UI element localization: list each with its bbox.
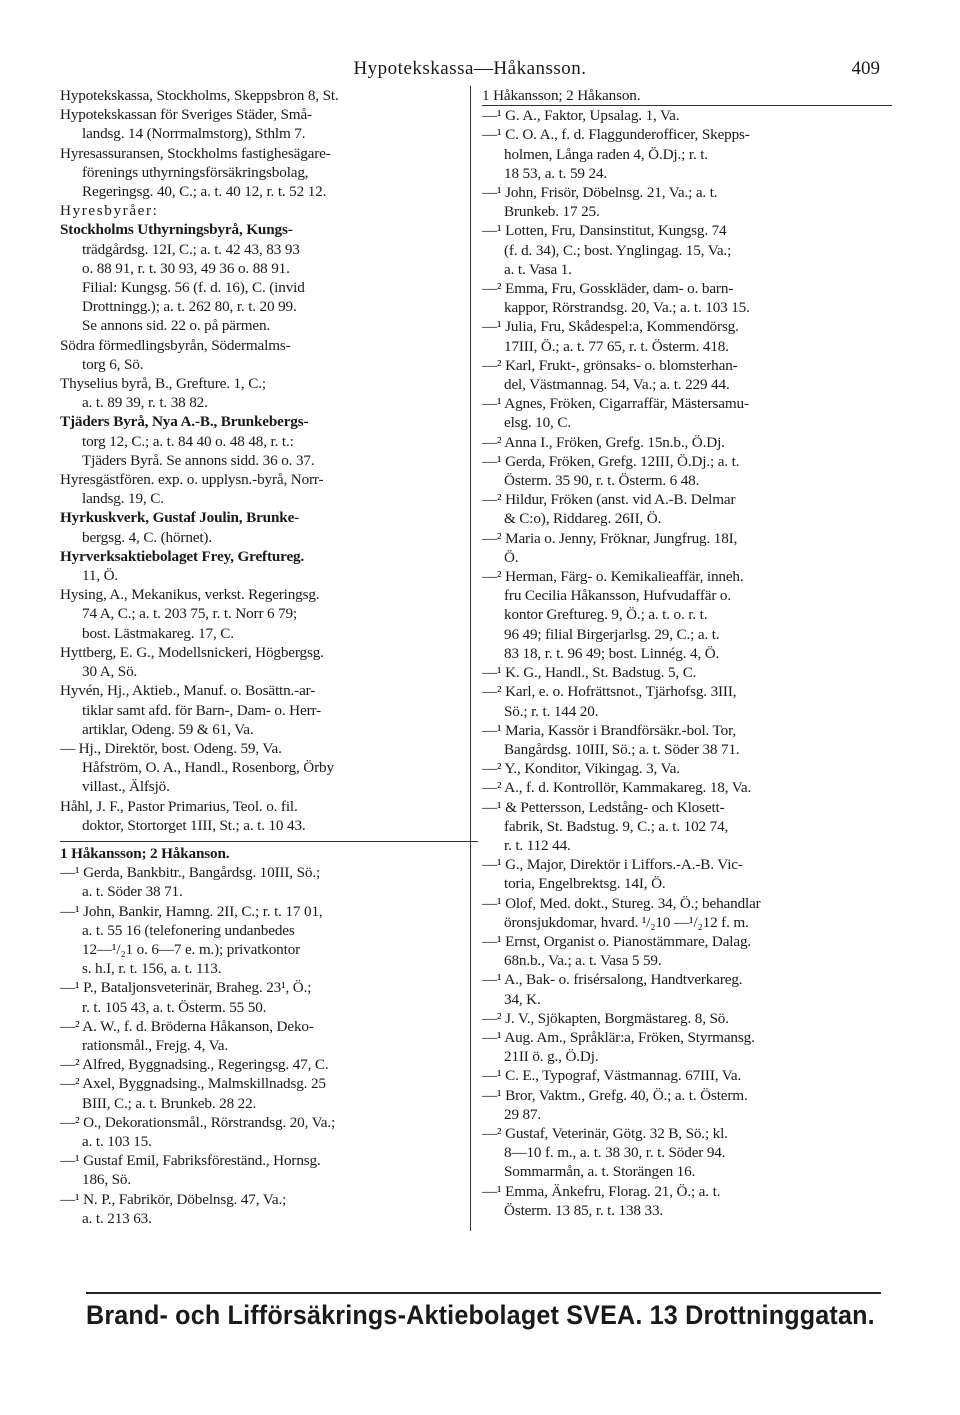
directory-entry-line: landsg. 19, C. [82, 490, 164, 508]
directory-entry-line: tiklar samt afd. för Barn-, Dam- o. Herr- [82, 701, 321, 719]
directory-entry-line: Hyttberg, E. G., Modellsnickeri, Högbergsg. [60, 643, 324, 661]
directory-entry-line: a. t. Söder 38 71. [82, 883, 183, 901]
directory-entry-line: Håfström, O. A., Handl., Rosenborg, Örby [82, 759, 334, 777]
footer-advertisement: Brand- och Lifförsäkrings-Aktiebolaget SVEA. 13 Drottninggatan. [86, 1300, 875, 1330]
directory-entry-line: Hypotekskassa, Stockholms, Skeppsbron 8, St. [60, 87, 339, 104]
directory-entry-line: elsg. 10, C. [504, 414, 571, 432]
directory-entry-line: —² Gustaf, Veterinär, Götg. 32 B, Sö.; kl. [482, 1124, 728, 1142]
directory-entry-line: 186, Sö. [82, 1171, 132, 1189]
directory-entry-line: —¹ Olof, Med. dokt., Stureg. 34, Ö.; behandlar [482, 894, 761, 912]
directory-entry-line: —² Axel, Byggnadsing., Malmskillnadsg. 25 [60, 1075, 326, 1093]
directory-entry-line: holmen, Långa raden 4, Ö.Dj.; r. t. [504, 145, 708, 163]
directory-entry-line: —² Karl, Frukt-, grönsaks- o. blomsterhan- [482, 356, 738, 374]
directory-entry-line: Hyvén, Hj., Aktieb., Manuf. o. Bosättn.-ar- [60, 682, 316, 700]
directory-entry-line: 21II ö. g., Ö.Dj. [504, 1048, 599, 1066]
directory-entry-line: —¹ Gerda, Bankbitr., Bangårdsg. 10III, Sö.; [60, 864, 321, 882]
directory-entry-line: Hyresgästfören. exp. o. upplysn.-byrå, Norr- [60, 471, 324, 489]
directory-entry-line: 1 Håkansson; 2 Håkanson. [482, 86, 892, 106]
directory-entry-line: a. t. 89 39, r. t. 38 82. [82, 394, 208, 412]
page-header [60, 58, 880, 80]
directory-entry-line: —¹ Gustaf Emil, Fabriksföreständ., Hornsg. [60, 1152, 321, 1170]
directory-entry-line: Hyresbyråer: [60, 202, 159, 220]
directory-entry-line: Se annons sid. 22 o. på pärmen. [82, 317, 271, 335]
directory-entry-line: 83 18, r. t. 96 49; bost. Linnég. 4, Ö. [504, 644, 720, 662]
directory-entry-line: s. h.I, r. t. 156, a. t. 113. [82, 960, 222, 978]
directory-entry-line: —¹ Ernst, Organist o. Pianostämmare, Dalag. [482, 932, 752, 950]
directory-entry-line: trädgårdsg. 12I, C.; a. t. 42 43, 83 93 [82, 240, 300, 258]
directory-entry-line: —² Maria o. Jenny, Fröknar, Jungfrug. 18I, [482, 529, 738, 547]
directory-entry-line: & C:o), Riddareg. 26II, Ö. [504, 510, 662, 528]
directory-entry-line: toria, Engelbrektsg. 14I, Ö. [504, 875, 666, 893]
directory-entry-line: —² O., Dekorationsmål., Rörstrandsg. 20, Va.; [60, 1113, 336, 1131]
directory-entry-line: o. 88 91, r. t. 30 93, 49 36 o. 88 91. [82, 259, 290, 277]
directory-entry-line: —² Karl, e. o. Hofrättsnot., Tjärhofsg. 3III, [482, 683, 737, 701]
left-column [60, 86, 478, 1228]
directory-entry-line: BIII, C.; a. t. Brunkeb. 28 22. [82, 1094, 257, 1112]
directory-entry-line: Thyselius byrå, B., Grefture. 1, C.; [60, 375, 266, 393]
directory-entry-line: Hyrverksaktiebolaget Frey, Greftureg. [60, 547, 305, 565]
directory-entry-line: Sommarmån, a. t. Storängen 16. [504, 1163, 696, 1181]
directory-entry-line: artiklar, Odeng. 59 & 61, Va. [82, 720, 254, 738]
directory-entry-line: Ö. [504, 548, 519, 566]
directory-entry-line: 18 53, a. t. 59 24. [504, 164, 608, 182]
directory-entry-line: — Hj., Direktör, bost. Odeng. 59, Va. [60, 739, 282, 757]
directory-entry-line: a. t. 55 16 (telefonering undanbedes [82, 921, 295, 939]
directory-entry-line: —² J. V., Sjökapten, Borgmästareg. 8, Sö. [482, 1009, 729, 1027]
directory-entry-line: —¹ N. P., Fabrikör, Döbelnsg. 47, Va.; [60, 1190, 287, 1208]
directory-entry-line: 17III, Ö.; a. t. 77 65, r. t. Österm. 418. [504, 337, 729, 355]
directory-entry-line: Drottningg.); a. t. 262 80, r. t. 20 99. [82, 298, 297, 316]
directory-entry-line: —¹ John, Frisör, Döbelnsg. 21, Va.; a. t. [482, 184, 718, 202]
directory-entry-line: torg 12, C.; a. t. 84 40 o. 48 48, r. t.: [82, 432, 294, 450]
directory-entry-line: kontor Greftureg. 9, Ö.; a. t. o. r. t. [504, 606, 708, 624]
directory-entry-line: —¹ Aug. Am., Språklär:a, Fröken, Styrmansg. [482, 1028, 755, 1046]
directory-entry-line: —² Alfred, Byggnadsing., Regeringsg. 47, C. [60, 1056, 329, 1074]
directory-entry-line: torg 6, Sö. [82, 355, 144, 373]
directory-entry-line: fru Cecilia Håkansson, Hufvudaffär o. [504, 587, 731, 605]
directory-entry-line: Hysing, A., Mekanikus, verkst. Regeringsg. [60, 586, 320, 604]
directory-entry-line: —² Emma, Fru, Gosskläder, dam- o. barn- [482, 280, 734, 298]
directory-entry-line: förenings uthyrningsförsäkringsbolag, [82, 163, 309, 181]
directory-entry-line: Hyrkuskverk, Gustaf Joulin, Brunke- [60, 509, 300, 527]
directory-entry-line: —² Y., Konditor, Vikingag. 3, Va. [482, 760, 680, 778]
directory-entry-line: rationsmål., Frejg. 4, Va. [82, 1036, 228, 1054]
directory-entry-line: —¹ C. O. A., f. d. Flaggunderofficer, Skepps- [482, 126, 750, 144]
directory-entry-line: Hypotekskassan för Sveriges Städer, Små- [60, 106, 312, 124]
directory-entry-line: —² Herman, Färg- o. Kemikalieaffär, inneh. [482, 568, 744, 586]
directory-entry-line: bergsg. 4, C. (hörnet). [82, 528, 212, 546]
directory-entry-line: del, Västmannag. 54, Va.; a. t. 229 44. [504, 376, 730, 394]
directory-entry-line: (f. d. 34), C.; bost. Ynglingag. 15, Va.; [504, 241, 732, 259]
directory-entry-line: —² A., f. d. Kontrollör, Kammakareg. 18, Va. [482, 779, 752, 797]
directory-entry-line: Tjäders Byrå. Se annons sidd. 36 o. 37. [82, 451, 315, 469]
directory-entry-line: a. t. 213 63. [82, 1209, 152, 1227]
directory-entry-line: —¹ Agnes, Fröken, Cigarraffär, Mästersamu- [482, 395, 749, 413]
directory-entry-line: Södra förmedlingsbyrån, Södermalms- [60, 336, 291, 354]
directory-entry-line: fabrik, St. Badstug. 9, C.; a. t. 102 74, [504, 817, 729, 835]
page-title: Hypotekskassa—Håkansson. [353, 58, 587, 79]
directory-entry-line: —¹ & Pettersson, Ledstång- och Klosett- [482, 798, 725, 816]
directory-entry-line: 34, K. [504, 990, 541, 1008]
directory-entry-line: Österm. 35 90, r. t. Österm. 6 48. [504, 472, 700, 490]
directory-entry-line: Hyresassuransen, Stockholms fastighesägare- [60, 144, 331, 162]
directory-entry-line: a. t. Vasa 1. [504, 260, 572, 278]
directory-entry-line: Filial: Kungsg. 56 (f. d. 16), C. (invid [82, 279, 305, 297]
directory-entry-line: kappor, Rörstrandsg. 20, Va.; a. t. 103 15. [504, 299, 750, 317]
directory-entry-line: 74 A, C.; a. t. 203 75, r. t. Norr 6 79; [82, 605, 298, 623]
directory-entry-line: Stockholms Uthyrningsbyrå, Kungs- [60, 221, 293, 239]
directory-entry-line: —¹ Emma, Änkefru, Florag. 21, Ö.; a. t. [482, 1182, 721, 1200]
directory-entry-line: Brunkeb. 17 25. [504, 203, 600, 221]
directory-entry-line: landsg. 14 (Norrmalmstorg), Sthlm 7. [82, 125, 306, 143]
directory-entry-line: —² Anna I., Fröken, Grefg. 15n.b., Ö.Dj. [482, 433, 725, 451]
directory-entry-line: doktor, Stortorget 1III, St.; a. t. 10 43. [82, 816, 306, 834]
directory-entry-line: —¹ Maria, Kassör i Brandförsäkr.-bol. Tor, [482, 721, 737, 739]
directory-entry-line: —¹ P., Bataljonsveterinär, Braheg. 23¹, Ö.; [60, 979, 312, 997]
directory-entry-line: —² Hildur, Fröken (anst. vid A.-B. Delmar [482, 491, 736, 509]
directory-entry-line: Österm. 13 85, r. t. 138 33. [504, 1201, 664, 1219]
directory-entry-line: —¹ John, Bankir, Hamng. 2II, C.; r. t. 17 01, [60, 902, 323, 920]
directory-entry-line: a. t. 103 15. [82, 1132, 152, 1150]
directory-entry-line: —¹ Gerda, Fröken, Grefg. 12III, Ö.Dj.; a. t. [482, 452, 740, 470]
directory-entry-line: —¹ Bror, Vaktm., Grefg. 40, Ö.; a. t. Österm. [482, 1086, 748, 1104]
directory-entry-line: r. t. 105 43, a. t. Österm. 55 50. [82, 998, 267, 1016]
directory-entry-line: —² A. W., f. d. Bröderna Håkanson, Deko- [60, 1017, 314, 1035]
directory-entry-line: villast., Älfsjö. [82, 778, 170, 796]
directory-entry-line: Regeringsg. 40, C.; a. t. 40 12, r. t. 52 12. [82, 183, 327, 201]
directory-entry-line: —¹ G. A., Faktor, Upsalag. 1, Va. [482, 107, 680, 125]
directory-entry-line: öronsjukdomar, hvard. ¹/₂10 —¹/₂12 f. m. [504, 913, 749, 931]
directory-entry-line: 1 Håkansson; 2 Håkanson. [60, 841, 478, 863]
directory-entry-line: 12—¹/₂1 o. 6—7 e. m.); privatkontor [82, 940, 301, 958]
directory-entry-line: 30 A, Sö. [82, 663, 138, 681]
directory-entry-line: Bangårdsg. 10III, Sö.; a. t. Söder 38 71. [504, 740, 740, 758]
right-column [482, 86, 892, 1220]
directory-entry-line: —¹ C. E., Typograf, Västmannag. 67III, Va. [482, 1067, 742, 1085]
column-divider [470, 86, 471, 1231]
page-number: 409 [851, 58, 880, 79]
directory-entry-line: —¹ A., Bak- o. frisérsalong, Handtverkareg. [482, 971, 743, 989]
directory-entry-line: bost. Lästmakareg. 17, C. [82, 624, 234, 642]
directory-entry-line: 68n.b., Va.; a. t. Vasa 5 59. [504, 952, 662, 970]
footer-rule [86, 1292, 881, 1294]
directory-entry-line: —¹ G., Major, Direktör i Liffors.-A.-B. Vic- [482, 856, 743, 874]
directory-entry-line: 8—10 f. m., a. t. 38 30, r. t. Söder 94. [504, 1144, 726, 1162]
directory-entry-line: r. t. 112 44. [504, 836, 571, 854]
directory-entry-line: Tjäders Byrå, Nya A.-B., Brunkebergs- [60, 413, 309, 431]
directory-entry-line: 29 87. [504, 1105, 542, 1123]
directory-entry-line: Håhl, J. F., Pastor Primarius, Teol. o. fil. [60, 797, 298, 815]
directory-entry-line: 96 49; filial Birgerjarlsg. 29, C.; a. t. [504, 625, 720, 643]
directory-entry-line: Sö.; r. t. 144 20. [504, 702, 599, 720]
directory-entry-line: 11, Ö. [82, 567, 119, 585]
directory-entry-line: —¹ K. G., Handl., St. Badstug. 5, C. [482, 664, 697, 682]
directory-entry-line: —¹ Lotten, Fru, Dansinstitut, Kungsg. 74 [482, 222, 727, 240]
directory-entry-line: —¹ Julia, Fru, Skådespel:a, Kommendörsg. [482, 318, 739, 336]
